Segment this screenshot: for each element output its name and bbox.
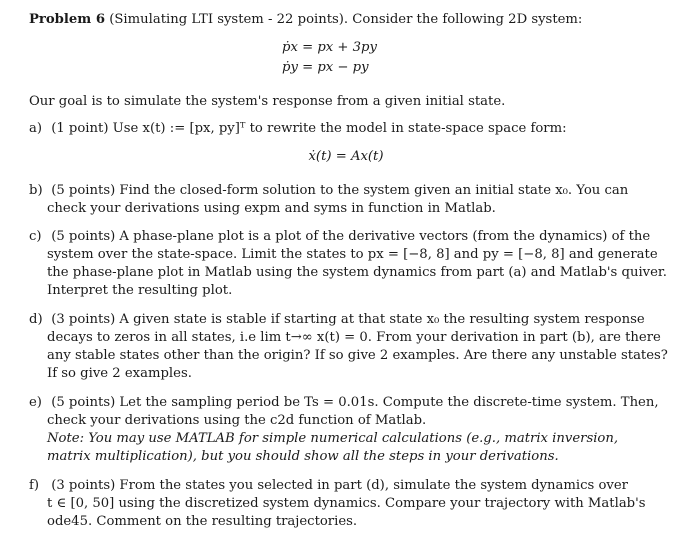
part-a-text: (1 point) Use x(t) := [px, py]ᵀ to rewrite the model in state-space space form:: [51, 121, 567, 136]
part-b-line: (5 points) Find the closed-form solution to the system given an initial state x₀. You can: [51, 183, 629, 198]
problem-title: [29, 11, 582, 29]
part-c-line: (5 points) A phase-plane plot is a plot of the derivative vectors (from the dynamics) of the: [51, 229, 651, 244]
part-f: [29, 477, 646, 531]
part-f-line: t ∈ [0, 50] using the discretized system dynamics. Compare your trajectory with Matlab's: [47, 496, 646, 511]
part-f-line: (3 points) From the states you selected in part (d), simulate the system dynamics over: [51, 478, 628, 493]
part-e: [29, 394, 659, 466]
part-d-line: If so give 2 examples.: [47, 366, 192, 381]
part-c: [29, 228, 667, 300]
equation-py: ṗy = px − py: [282, 60, 369, 75]
part-f-line: ode45. Comment on the resulting trajectories.: [47, 514, 358, 529]
part-c-line: Interpret the resulting plot.: [47, 283, 233, 298]
part-b-line: check your derivations using expm and syms in function in Matlab.: [47, 201, 496, 216]
part-d-line: decays to zeros in all states, i.e lim t→∞ x(t) = 0. From your derivation in part (b), are there: [47, 330, 661, 345]
problem-heading: Problem 6: [29, 12, 106, 27]
part-d-line: (3 points) A given state is stable if starting at that state x₀ the resulting system response: [51, 312, 645, 327]
part-e-line: (5 points) Let the sampling period be Ts = 0.01s. Compute the discrete-time system. Then,: [51, 395, 659, 410]
part-c-line: system over the state-space. Limit the states to px = [−8, 8] and py = [−8, 8] and generate: [47, 247, 658, 262]
part-d-label: d): [29, 312, 43, 327]
part-f-label: f): [29, 478, 40, 493]
goal-text: Our goal is to simulate the system's response from a given initial state.: [29, 94, 506, 109]
part-b: [29, 182, 639, 218]
part-a-label: a): [29, 121, 43, 136]
equation-px: ṗx = px + 3py: [282, 40, 377, 55]
state-space-equation: ẋ(t) = Ax(t): [308, 149, 384, 164]
system-equations: [282, 38, 442, 78]
part-e-note: Note: You may use MATLAB for simple numerical calculations (e.g., matrix inversion,: [47, 431, 619, 446]
part-e-note: matrix multiplication), but you should show all the steps in your derivations.: [47, 449, 559, 464]
part-a: [29, 120, 639, 138]
part-e-label: e): [29, 395, 42, 410]
part-c-label: c): [29, 229, 42, 244]
part-c-line: the phase-plane plot in Matlab using the system dynamics from part (a) and Matlab's quiver.: [47, 265, 667, 280]
part-d-line: any stable states other than the origin? If so give 2 examples. Are there any unstable states?: [47, 348, 668, 363]
problem-subtitle: (Simulating LTI system - 22 points). Consider the following 2D system:: [109, 12, 583, 27]
part-b-label: b): [29, 183, 43, 198]
part-e-line: check your derivations using the c2d function of Matlab.: [47, 413, 427, 428]
part-d: [29, 311, 668, 383]
